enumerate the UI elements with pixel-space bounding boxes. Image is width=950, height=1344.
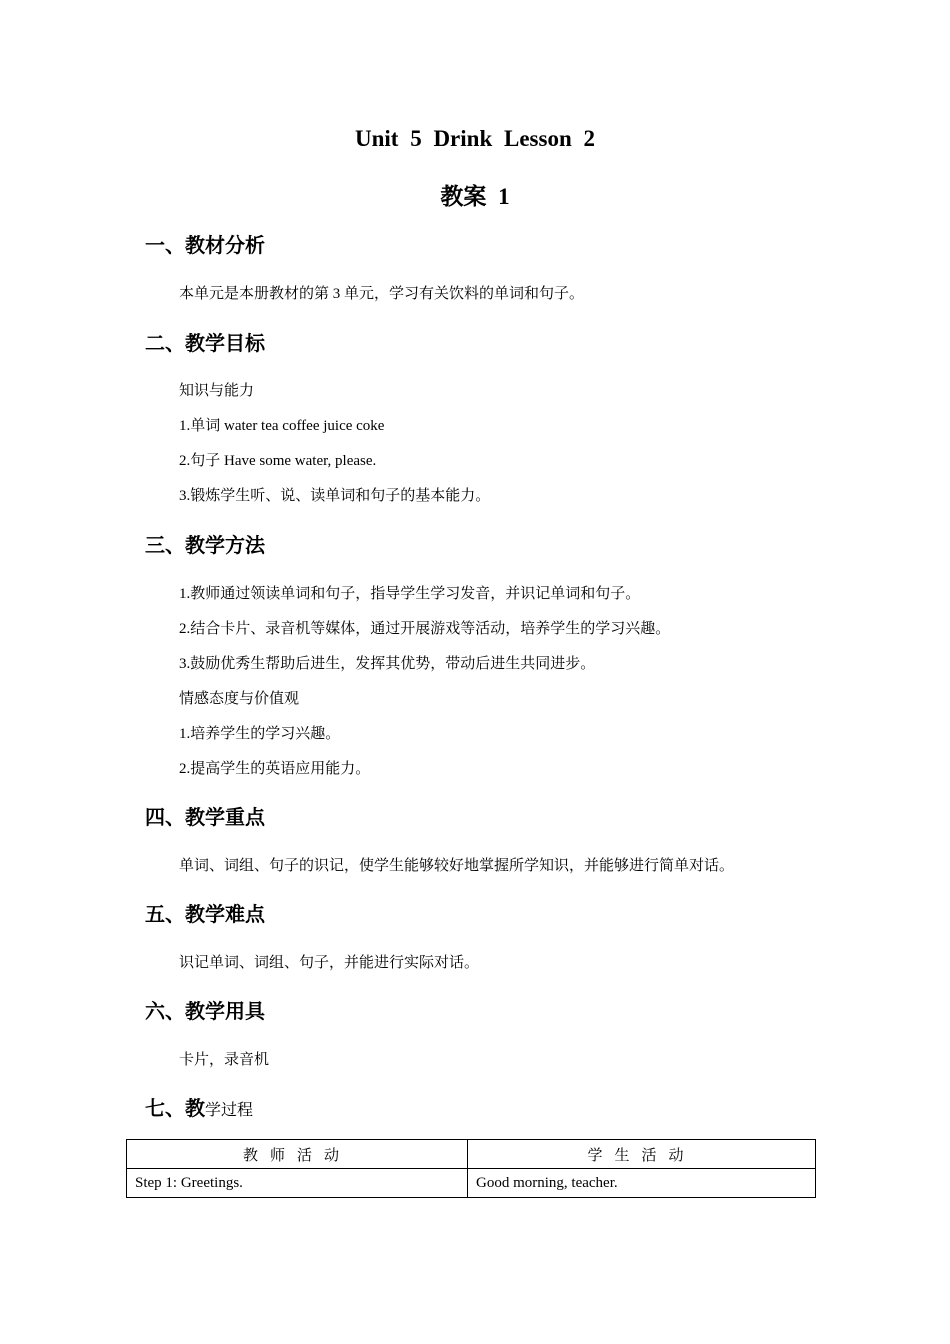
table-cell: Step 1: Greetings.: [127, 1169, 468, 1198]
section-heading-7-rest: 学过程: [205, 1100, 254, 1119]
paragraph: 2.提高学生的英语应用能力。: [179, 761, 371, 777]
teaching-process-table: [126, 1139, 816, 1198]
document-title: Unit 5 Drink Lesson 2: [355, 126, 595, 151]
table-row: [127, 1169, 816, 1198]
table-header-student: 学生活动: [468, 1140, 816, 1169]
section-heading-5: 五、教学难点: [145, 902, 265, 926]
paragraph: 1.培养学生的学习兴趣。: [179, 726, 341, 742]
paragraph: 3.锻炼学生听、说、读单词和句子的基本能力。: [179, 488, 491, 504]
paragraph: 3.鼓励优秀生帮助后进生，发挥其优势，带动后进生共同进步。: [179, 656, 596, 672]
paragraph: 1.单词 water tea coffee juice coke: [179, 418, 385, 434]
table-cell: Good morning, teacher.: [468, 1169, 816, 1198]
paragraph: 知识与能力: [179, 383, 255, 399]
section-heading-4: 四、教学重点: [145, 805, 265, 829]
paragraph: 本单元是本册教材的第 3 单元，学习有关饮料的单词和句子。: [179, 286, 585, 302]
table-header-row: [127, 1140, 816, 1169]
paragraph: 卡片，录音机: [179, 1052, 270, 1068]
section-heading-7-bold: 七、教: [145, 1096, 205, 1120]
section-heading-3: 三、教学方法: [145, 533, 265, 557]
paragraph: 情感态度与价值观: [179, 691, 300, 707]
document-subtitle: 教案 1: [440, 184, 510, 209]
section-heading-2: 二、教学目标: [145, 331, 265, 355]
section-heading-7: [145, 1092, 253, 1121]
paragraph: 单词、词组、句子的识记，使学生能够较好地掌握所学知识，并能够进行简单对话。: [179, 858, 735, 874]
paragraph: 1.教师通过领读单词和句子，指导学生学习发音，并识记单词和句子。: [179, 586, 641, 602]
paragraph: 识记单词、词组、句子，并能进行实际对话。: [179, 955, 480, 971]
section-heading-6: 六、教学用具: [145, 999, 265, 1023]
paragraph: 2.结合卡片、录音机等媒体，通过开展游戏等活动，培养学生的学习兴趣。: [179, 621, 671, 637]
table-header-teacher: 教师活动: [127, 1140, 468, 1169]
paragraph: 2.句子 Have some water, please.: [179, 453, 377, 469]
section-heading-1: 一、教材分析: [145, 233, 265, 257]
